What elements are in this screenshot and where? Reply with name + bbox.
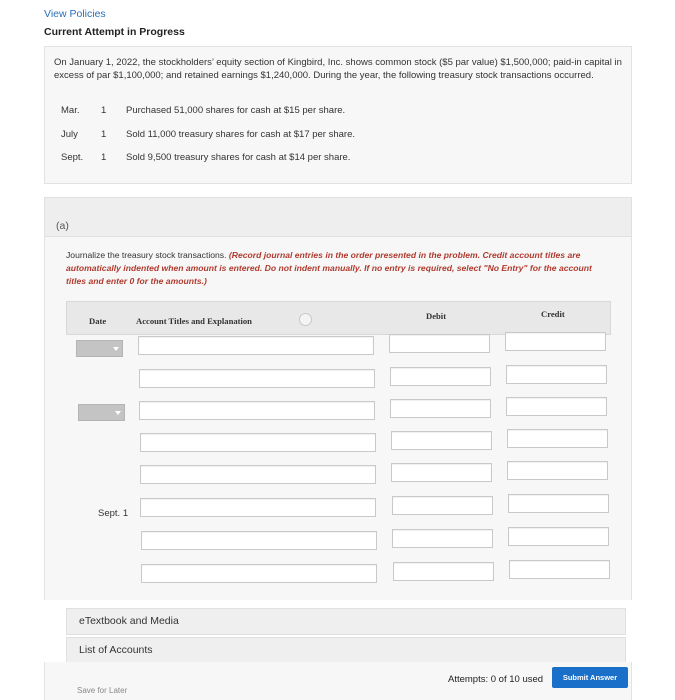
account-title-input[interactable]: [141, 531, 377, 550]
journal-table-header: [66, 301, 611, 335]
chevron-down-icon: [113, 347, 119, 351]
debit-input[interactable]: [391, 463, 492, 482]
transaction-text: Purchased 51,000 shares for cash at $15 per share.: [126, 105, 346, 116]
part-a-header: [44, 197, 632, 237]
date-select[interactable]: [76, 340, 123, 357]
account-title-input[interactable]: [140, 498, 376, 517]
debit-column-header: Debit: [426, 311, 447, 321]
credit-input[interactable]: [508, 494, 609, 513]
instructions: [66, 249, 606, 288]
attempts-counter: Attempts: 0 of 10 used: [448, 674, 544, 685]
transaction-day: 1: [101, 152, 107, 163]
credit-column-header: Credit: [541, 309, 565, 319]
part-a-label: (a): [56, 220, 69, 232]
view-policies-link[interactable]: View Policies: [44, 8, 106, 20]
etextbook-label: eTextbook and Media: [79, 615, 179, 627]
account-title-input[interactable]: [139, 401, 375, 420]
submit-answer-button[interactable]: Submit Answer: [552, 667, 628, 688]
sept-date-label: Sept. 1: [98, 508, 129, 519]
transaction-day: 1: [101, 129, 107, 140]
debit-input[interactable]: [391, 431, 492, 450]
credit-input[interactable]: [505, 332, 606, 351]
credit-input[interactable]: [506, 397, 607, 416]
transaction-day: 1: [101, 105, 107, 116]
date-select[interactable]: [78, 404, 125, 421]
debit-input[interactable]: [393, 562, 494, 581]
account-title-input[interactable]: [140, 465, 376, 484]
debit-input[interactable]: [389, 334, 490, 353]
chevron-down-icon: [115, 411, 121, 415]
debit-input[interactable]: [390, 399, 491, 418]
transaction-month: Sept.: [61, 152, 84, 163]
debit-input[interactable]: [392, 496, 493, 515]
account-title-input[interactable]: [140, 433, 376, 452]
problem-statement: [44, 46, 632, 184]
transaction-month: July: [61, 129, 78, 140]
credit-input[interactable]: [508, 527, 609, 546]
problem-intro: On January 1, 2022, the stockholders’ equity section of Kingbird, Inc. shows common stock ($5 par value) $1,500,000; paid-in capital in excess of par $1,100,000; and retained earnings $1,240,000. During the year, the following treasury stock transactions occurred.: [54, 57, 622, 81]
transaction-text: Sold 11,000 treasury shares for cash at $17 per share.: [126, 129, 356, 140]
transaction-text: Sold 9,500 treasury shares for cash at $14 per share.: [126, 152, 351, 163]
credit-input[interactable]: [509, 560, 610, 579]
debit-input[interactable]: [390, 367, 491, 386]
date-column-header: Date: [89, 316, 107, 326]
footer-band: [44, 662, 632, 700]
transaction-month: Mar.: [61, 105, 80, 116]
instruction-emphasis: (Record journal entries in the order presented in the problem. Credit account titles are automatically indented when amount is entered. Do not indent manually. If no entry is required, select "No Entry" for the account titles and enter 0 for the amounts.): [66, 250, 592, 286]
debit-input[interactable]: [392, 529, 493, 548]
info-icon[interactable]: [299, 313, 312, 326]
instruction-main: Journalize the treasury stock transactions.: [66, 250, 227, 260]
list-of-accounts-link[interactable]: [66, 637, 626, 664]
account-title-input[interactable]: [138, 336, 374, 355]
save-for-later-link[interactable]: Save for Later: [77, 686, 128, 695]
credit-input[interactable]: [507, 461, 608, 480]
etextbook-link[interactable]: [66, 608, 626, 635]
account-column-header: Account Titles and Explanation: [136, 316, 252, 326]
account-title-input[interactable]: [141, 564, 377, 583]
credit-input[interactable]: [506, 365, 607, 384]
account-title-input[interactable]: [139, 369, 375, 388]
list-of-accounts-label: List of Accounts: [79, 644, 153, 656]
credit-input[interactable]: [507, 429, 608, 448]
attempt-status: Current Attempt in Progress: [44, 26, 185, 38]
